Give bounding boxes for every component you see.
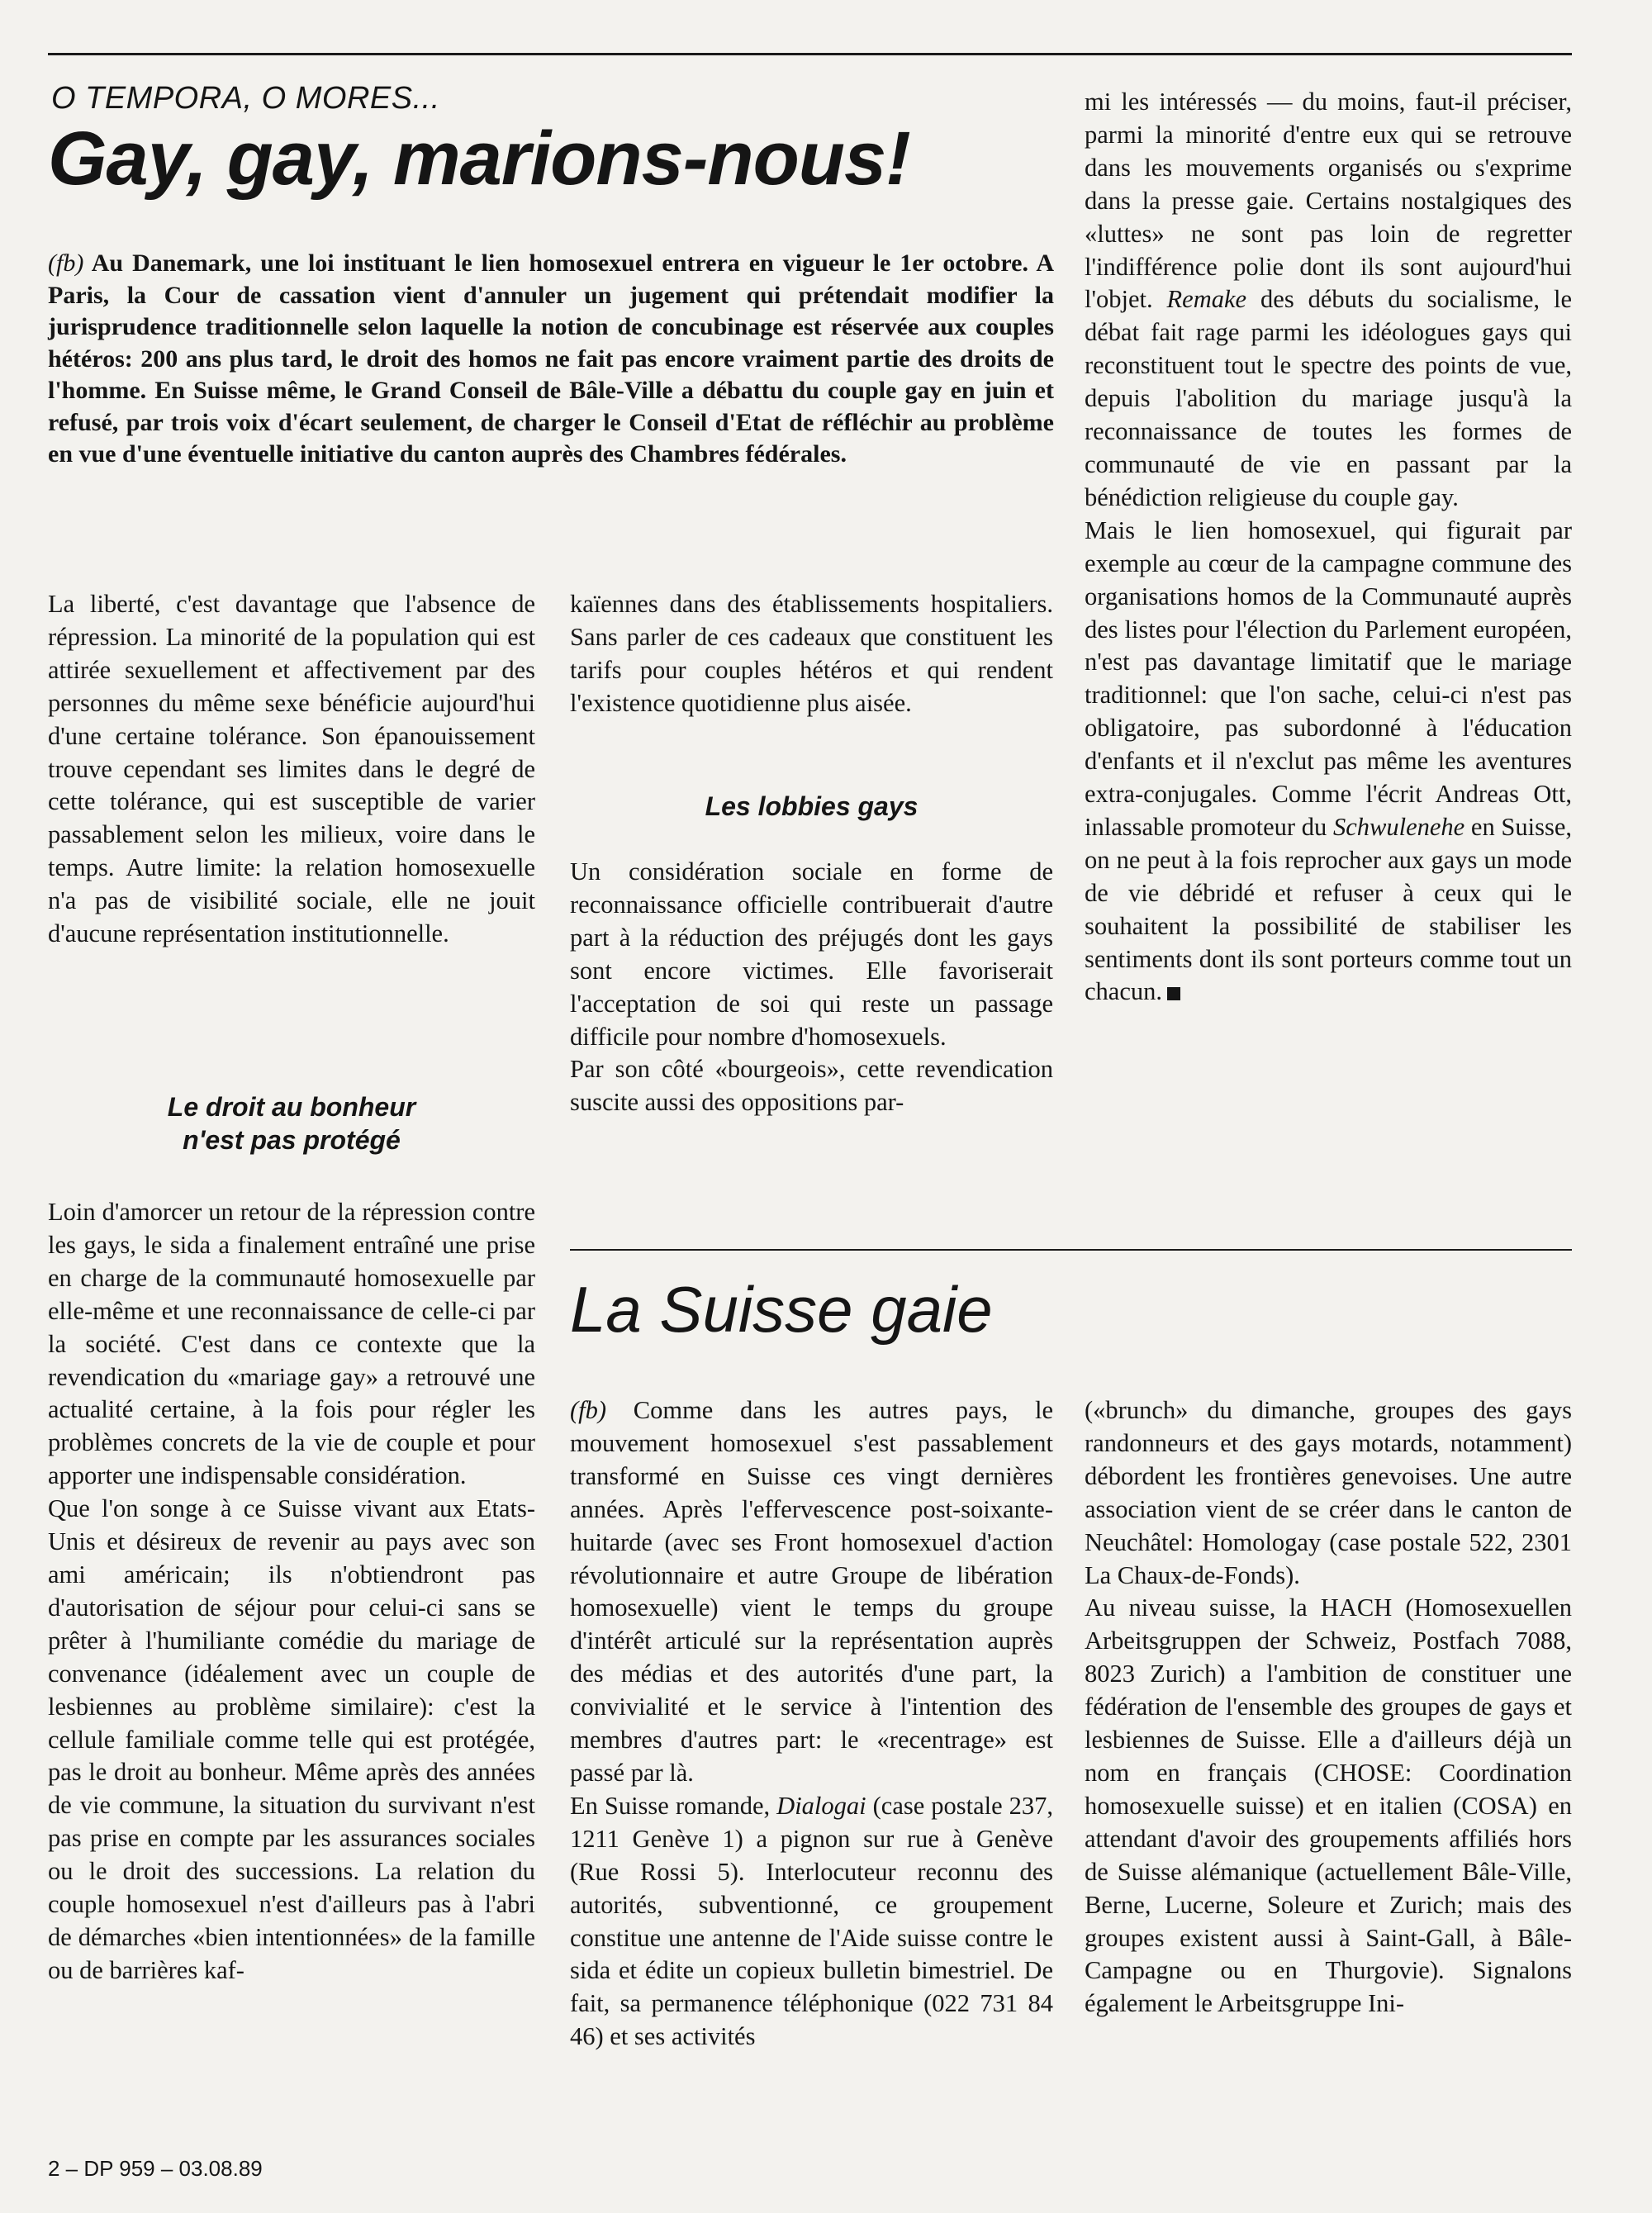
column-2-article2 bbox=[570, 1394, 1053, 2054]
text-run: En Suisse romande, bbox=[570, 1791, 771, 1820]
paragraph bbox=[1085, 515, 1572, 1009]
column-3-upper bbox=[1085, 86, 1572, 1009]
column-2-upper bbox=[570, 588, 1053, 720]
kicker: O TEMPORA, O MORES... bbox=[51, 81, 440, 116]
page-footer: 2 – DP 959 – 03.08.89 bbox=[48, 2156, 263, 2181]
italic-schwulenehe: Schwulenehe bbox=[1332, 812, 1465, 841]
italic-dialogai: Dialogai bbox=[776, 1791, 866, 1820]
paragraph: kaïennes dans des établissements hospitaliers. Sans parler de ces cadeaux que constituent les tarifs pour couples hétéros et qui rendent l'existence quotidienne plus aisée. bbox=[570, 590, 1053, 717]
column-3-article2 bbox=[1085, 1394, 1572, 2021]
italic-remake: Remake bbox=[1166, 285, 1247, 314]
column-1-upper bbox=[48, 588, 535, 951]
article-2-source: (fb) bbox=[570, 1396, 607, 1424]
lead-paragraph bbox=[48, 248, 1054, 471]
text-run: en Suisse, on ne peut à la fois reprocher aux gays un mode de vie débridé et refuser à ceux qui le souhaitent la possibilité de stabiliser les sentiments dont ils sont porteurs comme tout un chacun. bbox=[1085, 812, 1573, 1006]
lead-source: (fb) bbox=[48, 249, 84, 277]
paragraph: La liberté, c'est davantage que l'absence de répression. La minorité de la population qui est attirée sexuellement et affectivement par des personnes du même sexe bénéficie aujourd'hui d'une certaine tolérance. Son épanouissement trouve cependant ses limites dans le degré de cette tolérance, qui est susceptible de varier passablement selon les milieux, voire dans le temps. Autre limite: la relation homosexuelle n'a pas de visibilité sociale, elle ne jouit d'aucune représentation institutionnelle. bbox=[48, 590, 535, 948]
subhead-line: Le droit au bonheur bbox=[167, 1092, 416, 1122]
subhead-line: Les lobbies gays bbox=[705, 791, 919, 821]
text-run: des débuts du socialisme, le débat fait rage parmi les idéologues gays qui reconstituent tout le spectre des points de vue, depuis l'abolition du mariage jusqu'à la reconnaissance de toutes les formes de communauté de vie en passant par la bénédiction religieuse du couple gay. bbox=[1085, 285, 1573, 511]
article-2-title: La Suisse gaie bbox=[570, 1273, 993, 1346]
section-rule bbox=[570, 1249, 1572, 1251]
top-rule bbox=[48, 53, 1572, 55]
article-title: Gay, gay, marions-nous! bbox=[48, 116, 910, 201]
paragraph: Un considération sociale en forme de reconnaissance officielle contribuerait d'autre part à la réduction des préjugés dont les gays sont encore victimes. Elle favoriserait l'acceptation de soi qui reste un passage difficile pour nombre d'homosexuels. bbox=[570, 857, 1053, 1051]
paragraph: («brunch» du dimanche, groupes des gays randonneurs et des gays motards, notamment) débordent les frontières genevoises. Une autre association vient de se créer dans le canton de Neuchâtel: Homologay (case postale 522, 2301 La Chaux-de-Fonds). bbox=[1085, 1396, 1572, 1589]
paragraph: Que l'on songe à ce Suisse vivant aux Etats-Unis et désireux de revenir au pays avec son ami américain; ils n'obtiendront pas d'autorisation de séjour pour celui-ci sans se prêter à l'humiliante comédie du mariage de convenance (idéalement avec un couple de lesbiennes au problème similaire): c'est la cellule familiale comme telle qui est protégée, pas le droit au bonheur. Même après des années de vie commune, la situation du survivant n'est pas prise en compte par les assurances sociales ou le droit des successions. La relation du couple homosexuel n'est d'ailleurs pas à l'abri de démarches «bien intentionnées» de la famille ou de barrières kaf- bbox=[48, 1494, 535, 1984]
text-run: Comme dans les autres pays, le mouvement homosexuel s'est passablement transformé en Suisse ces vingt dernières années. Après l'effervescence post-soixante-huitarde (avec ses Front homosexuel d'action révolutionnaire et autre Groupe de libération homosexuelle) vient le temps du groupe d'intérêt articulé sur la représentation auprès des médias et des autorités d'une part, la convivialité et le service à l'intention des membres d'autres part: le «recentrage» est passé par là. bbox=[570, 1396, 1053, 1787]
column-1-lower bbox=[48, 1196, 535, 1987]
text-run: Mais le lien homosexuel, qui figurait par exemple au cœur de la campagne commune des organisations homos de la Communauté auprès des listes pour l'élection du Parlement européen, n'est pas davantage limitatif que le mariage traditionnel: que l'on sache, celui-ci n'est pas obligatoire, pas subordonné à l'éducation d'enfants et il n'exclut pas même les aventures extra-conjugales. Comme l'écrit Andreas Ott, inlassable promoteur du bbox=[1085, 515, 1572, 841]
paragraph: Par son côté «bourgeois», cette revendication suscite aussi des oppositions par- bbox=[570, 1055, 1053, 1117]
lead-text: Au Danemark, une loi instituant le lien homosexuel entrera en vigueur le 1er octobre. A Paris, la Cour de cassation vient d'annuler un jugement qui prétendait modifier la jurisprudence traditionnelle selon laquelle la notion de concubinage est réservée aux couples hétéros: 200 ans plus tard, le droit des homos ne fait pas encore vraiment partie des droits de l'homme. En Suisse même, le Grand Conseil de Bâle-Ville a débattu du couple gay en juin et refusé, par trois voix d'écart seulement, de charger le Conseil d'Etat de réfléchir au problème en vue d'une éventuelle initiative du canton auprès des Chambres fédérales. bbox=[48, 249, 1054, 468]
end-mark bbox=[1167, 987, 1180, 1000]
text-run: (case postale 237, 1211 Genève 1) a pignon sur rue à Genève (Rue Rossi 5). Interlocuteur reconnu des autorités, subventionné, ce groupement constitue une antenne de l'Aide suisse contre le sida et édite un copieux bulletin bimestriel. De fait, sa permanence téléphonique (022 731 84 46) et ses activités bbox=[570, 1791, 1054, 2051]
paragraph: Loin d'amorcer un retour de la répression contre les gays, le sida a finalement entraîné une prise en charge de la communauté homosexuelle par elle-même et une reconnaissance de celle-ci par la société. C'est dans ce contexte que la revendication du «mariage gay» a retrouvé une actualité certaine, à la fois pour régler les problèmes concrets de la vie de couple et pour apporter une indispensable considération. bbox=[48, 1198, 535, 1490]
paragraph bbox=[570, 1394, 1053, 1790]
subhead-lobbies bbox=[570, 790, 1053, 823]
subhead-bonheur bbox=[48, 1090, 535, 1156]
paragraph bbox=[1085, 86, 1572, 515]
paragraph: Au niveau suisse, la HACH (Homosexuellen Arbeitsgruppen der Schweiz, Postfach 7088, 8023 Zurich) a l'ambition de constituer une fédération de l'ensemble des groupes de gays et lesbiennes de Suisse. Elle a d'ailleurs déjà un nom en français (CHOSE: Coordination homosexuelle suisse) et en italien (COSA) en attendant d'avoir des groupements affiliés hors de Suisse alémanique (actuellement Bâle-Ville, Berne, Lucerne, Soleure et Zurich; mais des groupes existent aussi à Saint-Gall, à Bâle-Campagne ou en Thurgovie). Signalons également le Arbeitsgruppe Ini- bbox=[1085, 1593, 1572, 2018]
column-2-lower bbox=[570, 856, 1053, 1119]
text-run: mi les intéressés — du moins, faut-il préciser, parmi la minorité d'entre eux qui se retrouve dans les mouvements organisés ou s'exprime dans la presse gaie. Certains nostalgiques des «luttes» ne sont pas loin de regretter l'indifférence polie dont ils sont aujourd'hui l'objet. bbox=[1085, 88, 1572, 314]
subhead-line: n'est pas protégé bbox=[183, 1125, 401, 1155]
paragraph bbox=[570, 1790, 1053, 2054]
